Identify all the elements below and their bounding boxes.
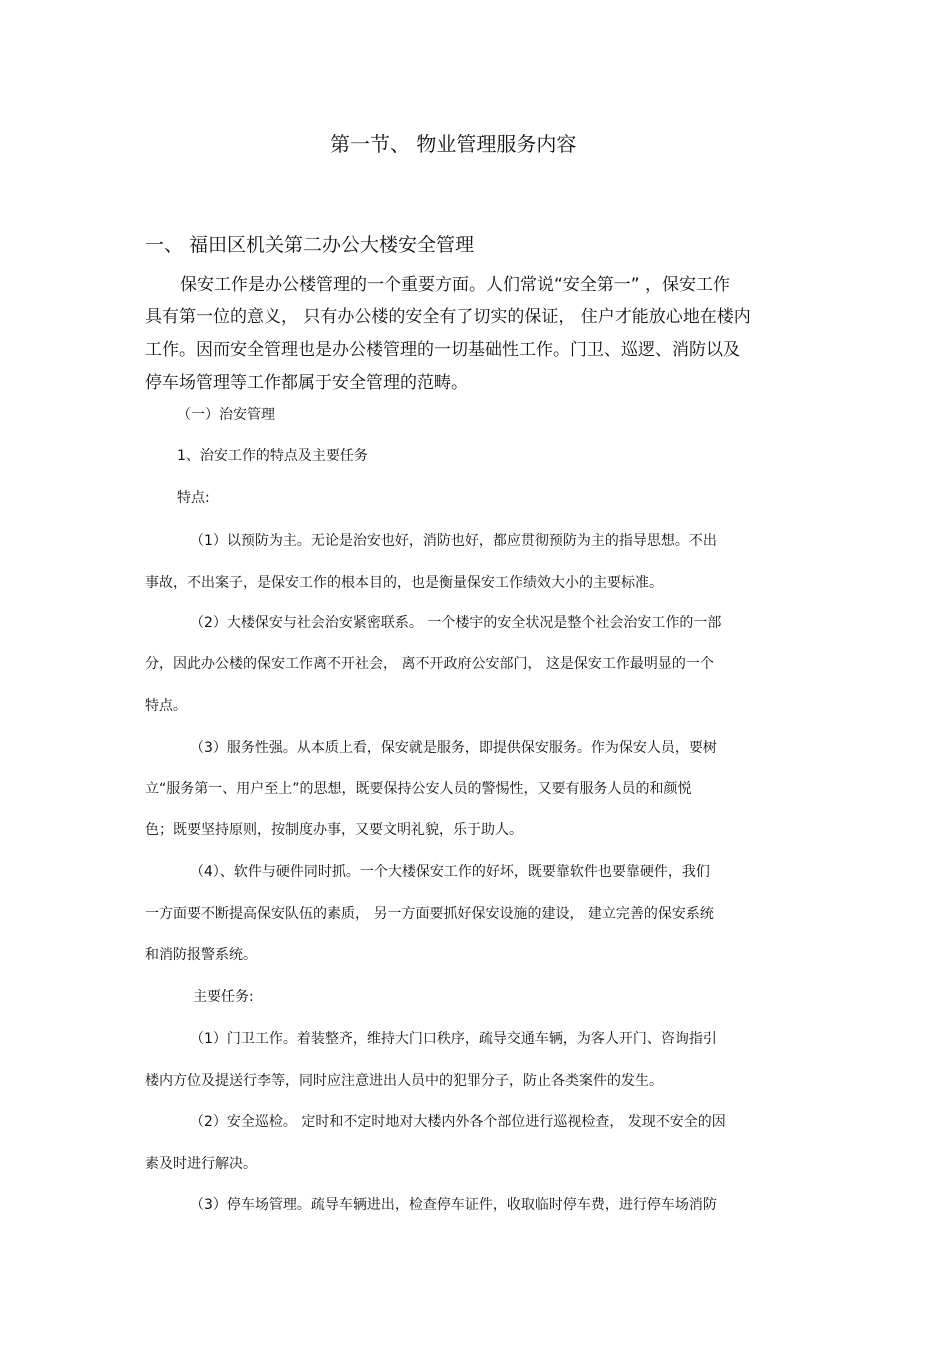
section-heading: 一、 福田区机关第二办公大楼安全管理: [145, 234, 475, 256]
feature-line-9: （4）、软件与硬件同时抓。一个大楼保安工作的好坏，既要靠软件也要靠硬件，我们: [190, 864, 710, 880]
item-title: 1、治安工作的特点及主要任务: [177, 448, 368, 464]
feature-line-7: 立“服务第一、用户至上”的思想，既要保持公安人员的警惕性，又要有服务人员的和颜悦: [145, 781, 692, 797]
subsection-heading: （一）治安管理: [177, 407, 275, 423]
intro-line-2: 具有第一位的意义， 只有办公楼的安全有了切实的保证， 住户才能放心地在楼内: [145, 307, 751, 327]
feature-line-8: 色；既要坚持原则，按制度办事，又要文明礼貌，乐于助人。: [145, 822, 523, 838]
feature-line-5: 特点。: [145, 698, 187, 714]
page-title: 第一节、 物业管理服务内容: [330, 132, 577, 156]
tasks-label: 主要任务:: [193, 989, 254, 1005]
feature-line-10: 一方面要不断提高保安队伍的素质， 另一方面要抓好保安设施的建设， 建立完善的保安系统: [145, 906, 714, 922]
task-line-4: 素及时进行解决。: [145, 1156, 257, 1172]
feature-line-4: 分，因此办公楼的保安工作离不开社会， 离不开政府公安部门， 这是保安工作最明显的一个: [145, 656, 714, 672]
intro-line-4: 停车场管理等工作都属于安全管理的范畴。: [145, 373, 468, 393]
task-line-5: （3）停车场管理。疏导车辆进出，检查停车证件，收取临时停车费，进行停车场消防: [190, 1197, 717, 1213]
feature-line-1: （1）以预防为主。无论是治安也好，消防也好，都应贯彻预防为主的指导思想。不出: [190, 533, 717, 549]
features-label: 特点:: [177, 490, 210, 506]
task-line-3: （2）安全巡检。 定时和不定时地对大楼内外各个部位进行巡视检查， 发现不安全的因: [190, 1114, 726, 1130]
feature-line-2: 事故，不出案子，是保安工作的根本目的，也是衡量保安工作绩效大小的主要标准。: [145, 575, 663, 591]
intro-line-1: 保安工作是办公楼管理的一个重要方面。人们常说“安全第一” ，保安工作: [180, 275, 731, 295]
feature-line-11: 和消防报警系统。: [145, 947, 257, 963]
task-line-2: 楼内方位及提送行李等，同时应注意进出人员中的犯罪分子，防止各类案件的发生。: [145, 1073, 663, 1089]
task-line-1: （1）门卫工作。着装整齐，维持大门口秩序，疏导交通车辆，为客人开门、咨询指引: [190, 1031, 717, 1047]
feature-line-3: （2）大楼保安与社会治安紧密联系。 一个楼宇的安全状况是整个社会治安工作的一部: [190, 615, 722, 631]
feature-line-6: （3）服务性强。从本质上看，保安就是服务，即提供保安服务。作为保安人员，要树: [190, 740, 717, 756]
intro-line-3: 工作。因而安全管理也是办公楼管理的一切基础性工作。门卫、巡逻、消防以及: [145, 340, 740, 360]
